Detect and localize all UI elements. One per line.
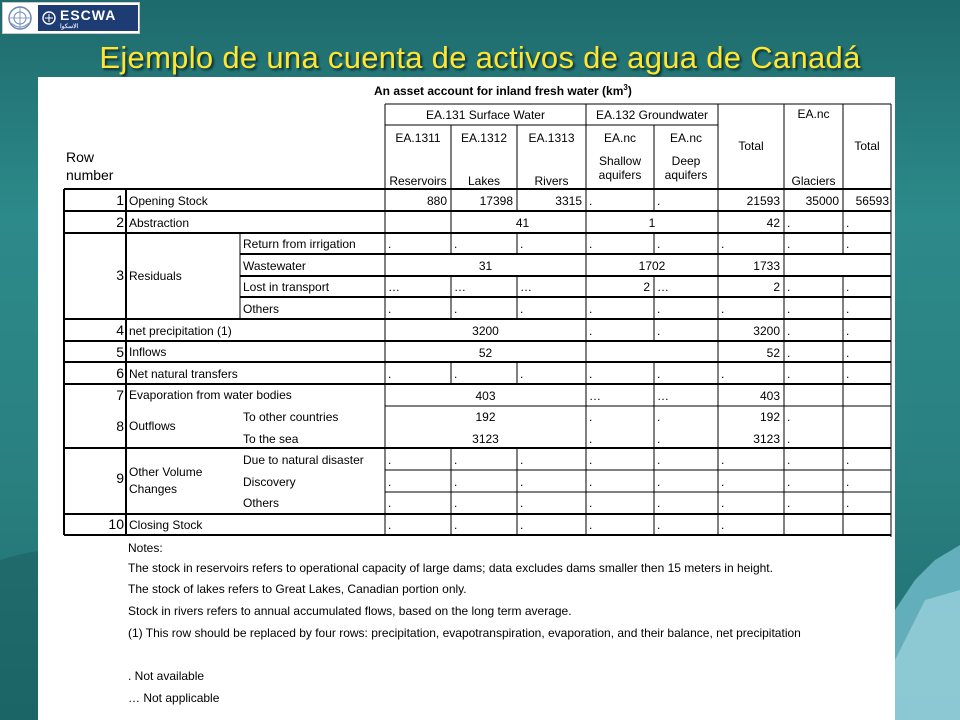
un-emblem-icon (6, 4, 34, 32)
row-3-sub-return-irrigation: Return from irrigation (243, 237, 356, 251)
row-4-glaciers: . (787, 324, 791, 338)
subhead-shallow-aquifers: Shallow aquifers (598, 154, 642, 182)
row-8-sub-to-sea: To the sea (243, 432, 299, 446)
subhead-total: Total (738, 139, 764, 153)
row-3a-glaciers: . (787, 237, 791, 251)
code-ea1312: EA.1312 (460, 131, 508, 145)
row-3c-c4: 2 (643, 280, 650, 294)
row-8a-glaciers: . (787, 410, 791, 424)
row-5-surface: 52 (478, 346, 493, 360)
row-3d-c4: . (589, 302, 593, 316)
row-8b-surface: 3123 (472, 432, 499, 446)
note-rivers: Stock in rivers refers to annual accumulated flows, based on the long term average. (128, 604, 572, 618)
row-9-label: Other Volume Changes (129, 465, 203, 496)
escwa-mark-icon (42, 11, 56, 25)
row-10-c2: . (454, 518, 458, 532)
row-3a-c5: . (657, 237, 661, 251)
row-4-number: 4 (116, 322, 124, 338)
table-title: An asset account for inland fresh water $(km^3)$ (374, 83, 632, 98)
row-5-total: 52 (766, 346, 780, 360)
row-9a-total-2: . (846, 453, 850, 467)
row-9b-c5: . (657, 475, 661, 489)
row-6-c4: . (589, 367, 593, 381)
row-7-shallow: … (589, 389, 601, 403)
asset-account-sheet (38, 77, 895, 720)
escwa-text: ESCWA (60, 6, 117, 23)
row-3d-glaciers: . (787, 302, 791, 316)
row-3c-c5: … (657, 280, 669, 294)
subhead-lakes: Lakes (467, 174, 501, 188)
header-groundwater: EA.132 Groundwater (595, 108, 709, 122)
row-3a-c4: . (589, 237, 593, 251)
row-1-reservoirs: 880 (426, 194, 447, 208)
row-8-label: Outflows (129, 419, 176, 433)
row-7-deep: … (657, 389, 669, 403)
row-7-total: 403 (759, 389, 780, 403)
row-8-sub-other-countries: To other countries (243, 410, 339, 424)
row-10-c1: . (388, 518, 392, 532)
row-5-label: Inflows (129, 345, 167, 359)
slide-title: Ejemplo de una cuenta de activos de agua de Canadá (99, 40, 861, 75)
row-6-c5: . (657, 367, 661, 381)
row-3a-c3: . (520, 237, 524, 251)
row-7-number: 7 (116, 387, 124, 403)
row-4-shallow: . (589, 324, 593, 338)
row-3a-total: . (721, 237, 725, 251)
row-2-number: 2 (116, 214, 124, 230)
row-3-label: Residuals (129, 269, 182, 283)
note-reservoirs: The stock in reservoirs refers to operational capacity of large dams; data excludes dams smaller then 15 meters in height. (128, 561, 773, 575)
code-ea1311: EA.1311 (395, 131, 441, 145)
row-1-lakes: 17398 (479, 194, 513, 208)
row-8a-deep: . (657, 410, 661, 424)
row-3c-c3: … (520, 280, 532, 294)
row-9b-total-2: . (846, 475, 850, 489)
row-9c-total-2: . (846, 496, 850, 510)
row-9-sub-natural-disaster: Due to natural disaster (243, 453, 364, 467)
row-6-c3: . (520, 367, 524, 381)
row-4-label: net precipitation (1) (129, 324, 232, 338)
row-3b-ground: 1702 (638, 259, 666, 273)
row-6-c2: . (454, 367, 458, 381)
row-10-c4: . (589, 518, 593, 532)
row-8a-total: 192 (759, 410, 780, 424)
subhead-total-2: Total (854, 139, 880, 153)
row-9c-c5: . (657, 496, 661, 510)
row-1-total-2: 56593 (855, 194, 889, 208)
row-9a-c1: . (388, 453, 392, 467)
row-9a-total: . (721, 453, 725, 467)
code-ea1313: EA.1313 (528, 131, 575, 145)
row-9a-c2: . (454, 453, 458, 467)
header-surface-water: EA.131 Surface Water (426, 108, 545, 122)
row-4-deep: . (657, 324, 661, 338)
row-8b-glaciers: . (787, 432, 791, 446)
row-6-label: Net natural transfers (129, 367, 238, 381)
row-3c-c1: … (388, 280, 400, 294)
row-3-number: 3 (116, 267, 124, 283)
row-3d-c3: . (520, 302, 524, 316)
row-8b-shallow: . (589, 432, 593, 446)
row-2-total: 42 (766, 216, 780, 230)
notes-heading: Notes: (128, 541, 163, 555)
row-6-number: 6 (116, 365, 124, 381)
row-1-rivers: 3315 (555, 194, 582, 208)
row-8a-shallow: . (589, 410, 593, 424)
row-9a-c4: . (589, 453, 593, 467)
row-9a-glaciers: . (787, 453, 791, 467)
row-3c-total: 2 (773, 280, 780, 294)
row-4-surface: 3200 (472, 324, 499, 338)
row-3d-c1: . (388, 302, 392, 316)
row-9-sub-others: Others (243, 496, 280, 510)
row-3a-total-2: . (846, 237, 850, 251)
row-10-c3: . (520, 518, 524, 532)
row-3a-c2: . (454, 237, 458, 251)
row-2-surface: 41 (515, 216, 530, 230)
row-2-glaciers: . (787, 216, 791, 230)
row-number-header-2: number (66, 167, 114, 183)
escwa-arabic-text: الاسكوا (60, 23, 79, 30)
row-6-total-2: . (846, 367, 850, 381)
escwa-wordmark (38, 5, 138, 31)
subhead-reservoirs: Reservoirs (389, 174, 447, 188)
row-6-glaciers: . (787, 367, 791, 381)
row-10-number: 10 (108, 516, 124, 532)
row-9a-c3: . (520, 453, 524, 467)
row-1-label: Opening Stock (129, 194, 208, 208)
row-3-sub-others: Others (243, 302, 280, 316)
row-5-glaciers: . (787, 346, 791, 360)
row-3-sub-wastewater: Wastewater (243, 259, 306, 273)
row-1-total: 21593 (746, 194, 780, 208)
header-ea-nc: EA.nc (797, 107, 830, 121)
row-7-label: Evaporation from water bodies (129, 388, 292, 402)
row-8b-total: 3123 (753, 432, 780, 446)
row-10-total: . (721, 518, 725, 532)
row-3c-c2: … (454, 280, 466, 294)
row-6-c1: . (388, 367, 392, 381)
row-3-sub-lost-transport: Lost in transport (243, 280, 330, 294)
row-3c-total-2: . (846, 280, 850, 294)
row-9c-c1: . (388, 496, 392, 510)
note-net-precipitation: (1) This row should be replaced by four rows: precipitation, evapotranspiration, evaporation, and their balance, net precipitation (128, 626, 801, 640)
row-1-number: 1 (116, 192, 124, 208)
row-10-label: Closing Stock (129, 518, 203, 532)
row-1-deep: . (657, 194, 661, 208)
row-5-total-2: . (846, 346, 850, 360)
row-3c-glaciers: . (787, 280, 791, 294)
code-ea-nc-shallow: EA.nc (603, 131, 636, 145)
row-1-shallow: . (589, 194, 593, 208)
subhead-rivers: Rivers (534, 174, 569, 188)
row-2-total-2: . (846, 216, 850, 230)
code-ea-nc-deep: EA.nc (669, 131, 702, 145)
row-3d-total-2: . (846, 302, 850, 316)
row-2-ground: 1 (648, 216, 656, 230)
row-8b-deep: . (657, 432, 661, 446)
row-number-header-1: Row (66, 149, 95, 165)
subhead-deep-aquifers: Deep aquifers (664, 154, 708, 182)
row-3d-c5: . (657, 302, 661, 316)
row-10-c5: . (657, 518, 661, 532)
row-9-number: 9 (116, 470, 124, 486)
row-2-label: Abstraction (129, 216, 190, 230)
note-lakes: The stock of lakes refers to Great Lakes, Canadian portion only. (128, 582, 467, 596)
row-9c-total: . (721, 496, 725, 510)
row-6-total: . (721, 367, 725, 381)
row-4-total: 3200 (753, 324, 780, 338)
row-9c-c2: . (454, 496, 458, 510)
row-9b-c3: . (520, 475, 524, 489)
row-1-glaciers: 35000 (805, 194, 839, 208)
row-9c-c3: . (520, 496, 524, 510)
row-3a-c1: . (388, 237, 392, 251)
row-3d-c2: . (454, 302, 458, 316)
row-9-sub-discovery: Discovery (243, 475, 296, 489)
row-9c-glaciers: . (787, 496, 791, 510)
row-3b-total: 1733 (753, 259, 780, 273)
row-3b-surface: 31 (478, 259, 493, 273)
row-9b-c4: . (589, 475, 593, 489)
row-3d-total: . (721, 302, 725, 316)
row-9a-c5: . (657, 453, 661, 467)
legend-not-applicable: … Not applicable (128, 691, 220, 705)
row-5-number: 5 (116, 344, 124, 360)
row-9c-c4: . (589, 496, 593, 510)
legend-not-available: . Not available (128, 669, 205, 683)
row-7-surface: 403 (475, 389, 496, 403)
escwa-logo (2, 2, 140, 34)
row-9b-total: . (721, 475, 725, 489)
row-9b-c2: . (454, 475, 458, 489)
subhead-glaciers: Glaciers (791, 174, 836, 188)
row-9b-c1: . (388, 475, 392, 489)
row-8a-surface: 192 (475, 410, 496, 424)
row-8-number: 8 (116, 418, 124, 434)
row-4-total-2: . (846, 324, 850, 338)
row-9b-glaciers: . (787, 475, 791, 489)
